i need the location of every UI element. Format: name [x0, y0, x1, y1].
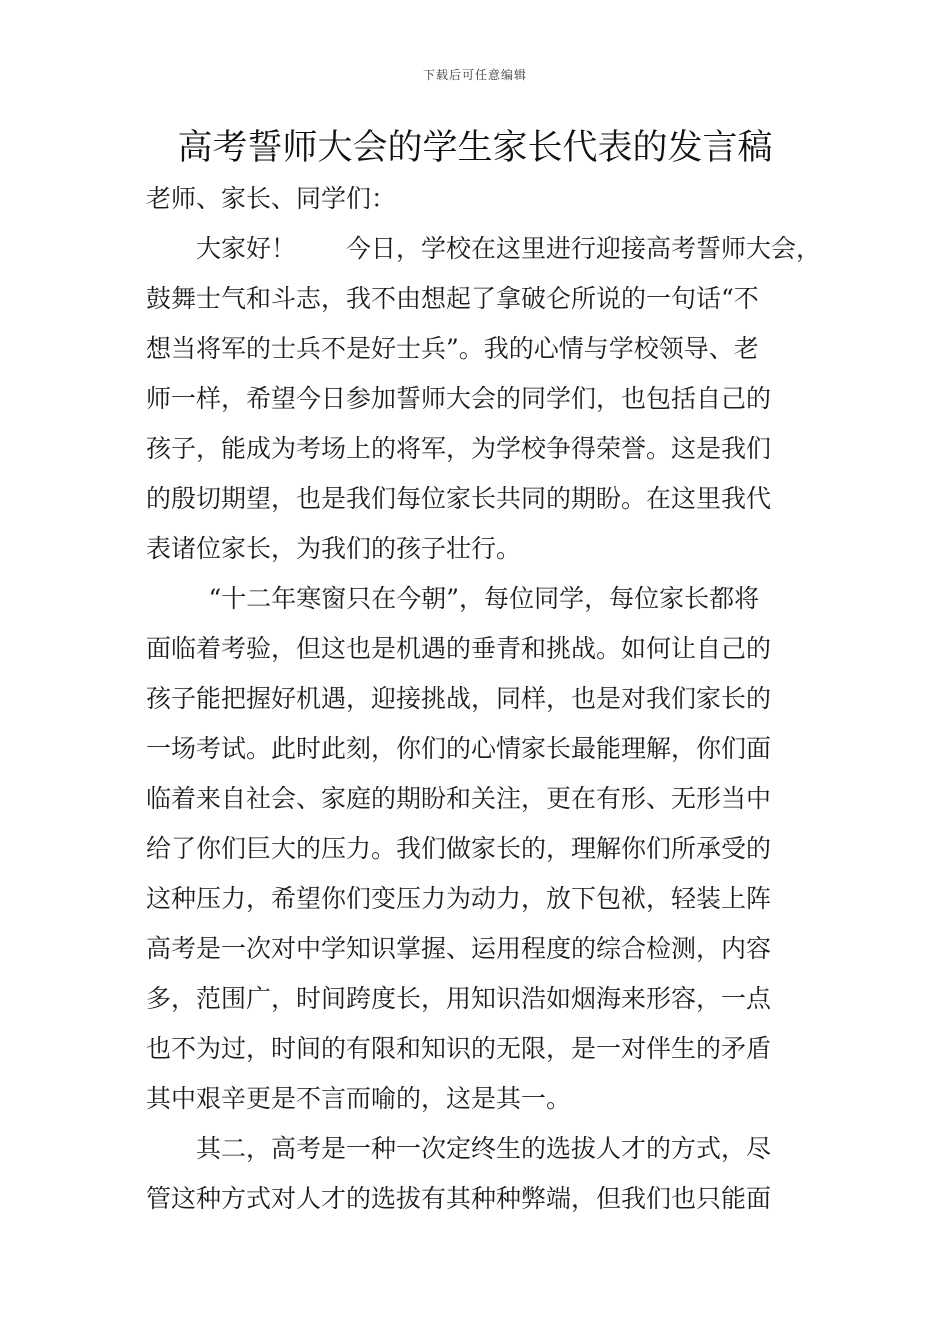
- paragraph-line: 孩子，能成为考场上的将军，为学校争得荣誉。这是我们: [146, 434, 772, 463]
- paragraph-line: “十二年寒窗只在今朝”，每位同学，每位家长都将: [208, 584, 760, 613]
- document-body: [146, 174, 822, 1224]
- document-title: 高考誓师大会的学生家长代表的发言稿: [177, 128, 773, 168]
- paragraph-line: 给了你们巨大的压力。我们做家长的，理解你们所承受的: [146, 834, 772, 863]
- paragraph-line: 想当将军的士兵不是好士兵”。我的心情与学校领导、老: [146, 334, 759, 363]
- paragraph-line: 一场考试。此时此刻，你们的心情家长最能理解，你们面: [146, 734, 772, 763]
- paragraph-line: 表诸位家长，为我们的孩子壮行。: [146, 534, 522, 563]
- paragraph-line: 的殷切期望，也是我们每位家长共同的期盼。在这里我代: [146, 484, 772, 513]
- paragraph-challenge: [146, 574, 811, 1124]
- paragraph-line: 管这种方式对人才的选拔有其种种弊端，但我们也只能面: [146, 1184, 772, 1213]
- paragraph-line: 师一样，希望今日参加誓师大会的同学们，也包括自己的: [146, 384, 772, 413]
- paragraph-line: 大家好！ 今日，学校在这里进行迎接高考誓师大会，: [196, 234, 822, 263]
- paragraph-line: 这种压力，希望你们变压力为动力，放下包袱，轻装上阵: [146, 884, 772, 913]
- paragraph-line: 也不为过，时间的有限和知识的无限，是一对伴生的矛盾: [146, 1034, 772, 1063]
- paragraph-line: 面临着考验，但这也是机遇的垂青和挑战。如何让自己的: [146, 634, 772, 663]
- paragraph-line: 孩子能把握好机遇，迎接挑战，同样，也是对我们家长的: [146, 684, 772, 713]
- paragraph-line: 鼓舞士气和斗志，我不由想起了拿破仑所说的一句话“不: [146, 284, 759, 313]
- paragraph-line: 其二，高考是一种一次定终生的选拔人才的方式，尽: [196, 1134, 772, 1163]
- paragraph-line: 高考是一次对中学知识掌握、运用程度的综合检测，内容: [146, 934, 772, 963]
- page-header-note: 下载后可任意编辑: [422, 68, 527, 82]
- paragraph-line: 其中艰辛更是不言而喻的，这是其一。: [146, 1084, 572, 1113]
- paragraph-line: 临着来自社会、家庭的期盼和关注，更在有形、无形当中: [146, 784, 772, 813]
- paragraph-second-point: [146, 1124, 811, 1224]
- paragraph-line: 多，范围广，时间跨度长，用知识浩如烟海来形容，一点: [146, 984, 772, 1013]
- salutation: 老师、家长、同学们：: [146, 184, 397, 213]
- paragraph-greeting: [146, 224, 822, 574]
